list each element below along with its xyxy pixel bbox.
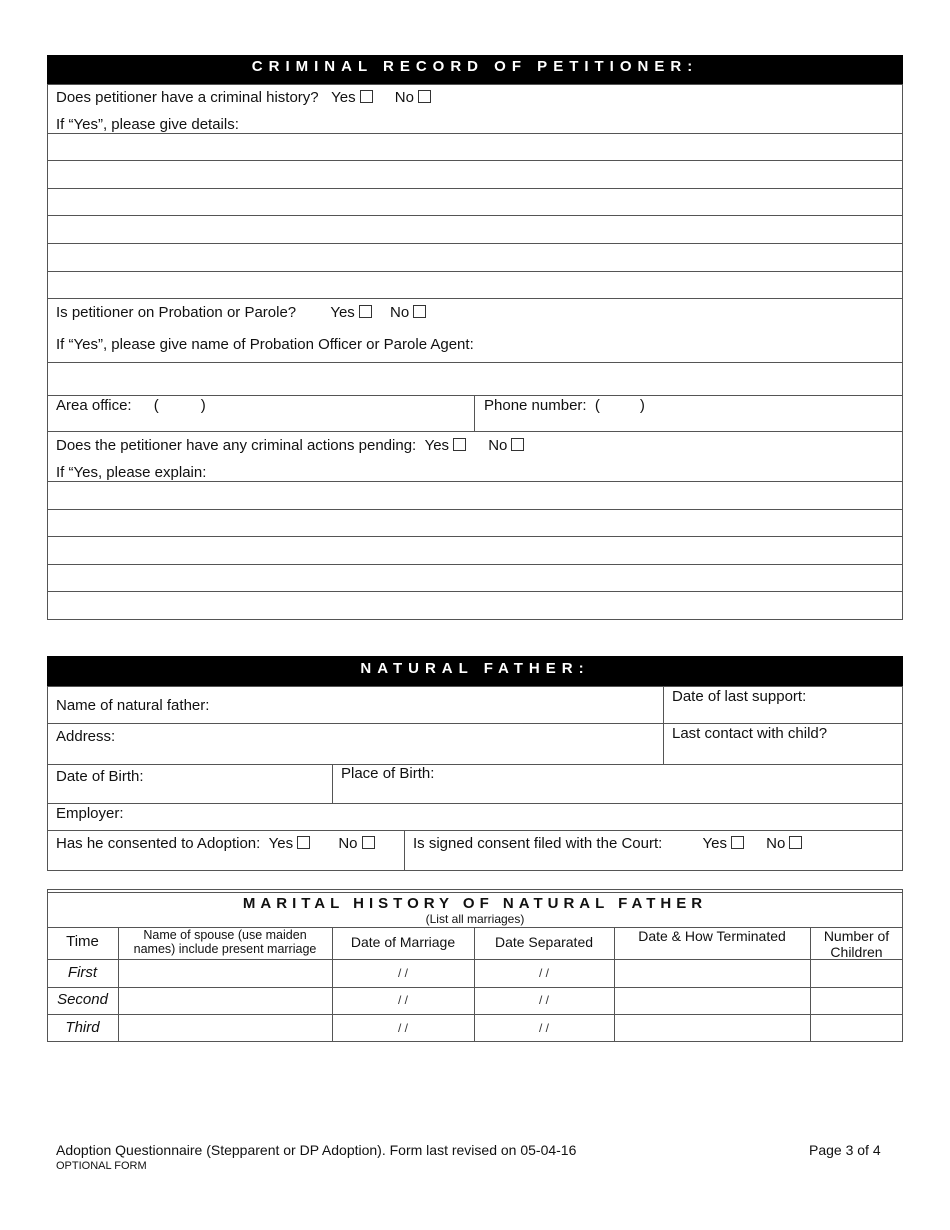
row-second-label: Second: [57, 991, 108, 1008]
signed-consent-question: [413, 835, 802, 852]
criminal-history-no-checkbox[interactable]: [418, 90, 431, 103]
details-line-5[interactable]: [47, 271, 903, 272]
consented-label: Has he consented to Adoption:: [56, 835, 261, 852]
probation-label: Is petitioner on Probation or Parole?: [56, 304, 297, 321]
row-second-marriage-date[interactable]: / /: [397, 993, 408, 1007]
father-dob-field[interactable]: Date of Birth:: [56, 768, 144, 785]
marital-history-title: MARITAL HISTORY OF NATURAL FATHER: [242, 895, 708, 912]
last-contact-field[interactable]: Last contact with child?: [672, 725, 828, 742]
consented-question: [56, 835, 375, 852]
pending-actions-label: Does the petitioner have any criminal actions pending:: [56, 437, 417, 454]
pending-yes-label: Yes: [424, 437, 450, 454]
father-name-field[interactable]: Name of natural father:: [56, 697, 210, 714]
criminal-details-prompt: If “Yes”, please give details:: [56, 116, 239, 133]
last-support-field[interactable]: Date of last support:: [672, 688, 807, 705]
pending-actions-question: [56, 437, 524, 454]
phone-number-field[interactable]: Phone number: ( ): [484, 397, 645, 414]
details-line-2[interactable]: [47, 188, 903, 189]
col-time-header: Time: [66, 933, 99, 950]
probation-question: [56, 304, 426, 321]
criminal-history-yes-checkbox[interactable]: [360, 90, 373, 103]
criminal-history-no-label: No: [394, 89, 414, 106]
pending-no-label: No: [488, 437, 508, 454]
explain-line-2[interactable]: [47, 536, 903, 537]
col-date-separated-header: Date Separated: [494, 934, 594, 950]
pending-explain-prompt: If “Yes, please explain:: [56, 464, 207, 481]
father-employer-field[interactable]: Employer:: [56, 805, 124, 822]
details-line-4[interactable]: [47, 243, 903, 244]
area-office-field[interactable]: Area office: ( ): [56, 397, 206, 414]
explain-line-3[interactable]: [47, 564, 903, 565]
consented-yes-label: Yes: [268, 835, 294, 852]
col-children-header-line1: Number of: [823, 928, 890, 944]
row-first-label: First: [67, 964, 98, 981]
probation-no-checkbox[interactable]: [413, 305, 426, 318]
father-pob-field[interactable]: Place of Birth:: [341, 765, 435, 782]
details-line-3[interactable]: [47, 215, 903, 216]
phone-number-label: Phone number:: [484, 397, 587, 414]
father-address-field[interactable]: Address:: [56, 728, 116, 745]
explain-line-1[interactable]: [47, 509, 903, 510]
probation-no-label: No: [389, 304, 410, 321]
explain-line-4[interactable]: [47, 591, 903, 592]
col-children-header: [810, 928, 903, 960]
criminal-history-label: Does petitioner have a criminal history?: [56, 89, 319, 106]
col-spouse-header: [118, 928, 332, 956]
row-first-marriage-date[interactable]: / /: [397, 966, 408, 980]
signed-consent-label: Is signed consent filed with the Court:: [413, 835, 663, 852]
footer-page-number: Page 3 of 4: [809, 1142, 881, 1158]
pending-no-checkbox[interactable]: [511, 438, 524, 451]
col-date-marriage-header: Date of Marriage: [350, 934, 456, 950]
probation-yes-checkbox[interactable]: [359, 305, 372, 318]
consented-no-checkbox[interactable]: [362, 836, 375, 849]
col-terminated-header: Date & How Terminated: [638, 928, 786, 944]
signed-consent-yes-checkbox[interactable]: [731, 836, 744, 849]
consented-no-label: No: [338, 835, 358, 852]
marital-history-subtitle: (List all marriages): [425, 912, 525, 926]
signed-consent-yes-label: Yes: [702, 835, 727, 852]
criminal-history-question: [56, 89, 431, 106]
row-third-marriage-date[interactable]: / /: [397, 1021, 408, 1035]
signed-consent-no-checkbox[interactable]: [789, 836, 802, 849]
details-line-1[interactable]: [47, 160, 903, 161]
row-second-separated-date[interactable]: / /: [538, 993, 549, 1007]
natural-father-header: NATURAL FATHER:: [47, 656, 903, 686]
area-office-label: Area office:: [56, 397, 132, 414]
col-children-header-line2: Children: [830, 944, 883, 960]
probation-officer-line[interactable]: [47, 395, 903, 396]
row-first-separated-date[interactable]: / /: [538, 966, 549, 980]
probation-yes-label: Yes: [330, 304, 355, 321]
probation-officer-prompt: If “Yes”, please give name of Probation Officer or Parole Agent:: [56, 336, 474, 353]
footer-form-name: Adoption Questionnaire (Stepparent or DP Adoption). Form last revised on 05-04-16: [56, 1142, 577, 1158]
col-spouse-header-line2: names) include present marriage: [133, 942, 317, 956]
consented-yes-checkbox[interactable]: [297, 836, 310, 849]
criminal-record-header: CRIMINAL RECORD OF PETITIONER:: [47, 55, 903, 84]
row-third-label: Third: [65, 1019, 100, 1036]
col-spouse-header-line1: Name of spouse (use maiden: [143, 928, 307, 942]
row-third-separated-date[interactable]: / /: [538, 1021, 549, 1035]
criminal-history-yes-label: Yes: [331, 89, 356, 106]
footer-optional-form: OPTIONAL FORM: [56, 1160, 147, 1172]
pending-yes-checkbox[interactable]: [453, 438, 466, 451]
signed-consent-no-label: No: [766, 835, 786, 852]
